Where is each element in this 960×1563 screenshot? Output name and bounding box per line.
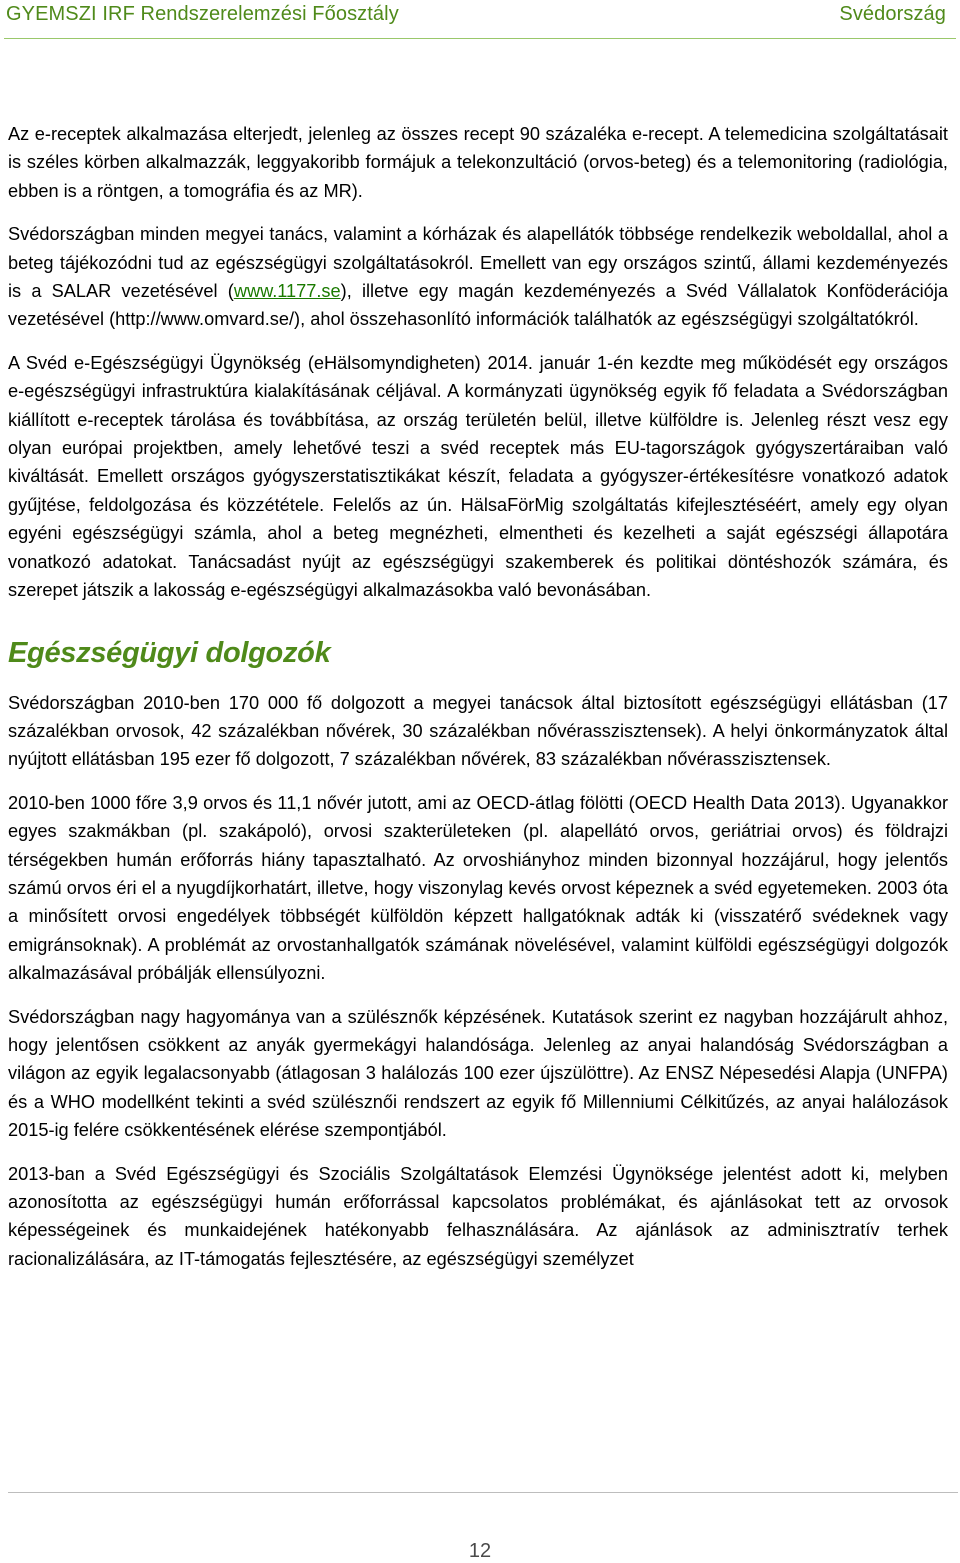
paragraph-jelentes-2013: 2013-ban a Svéd Egészségügyi és Szociális Szolgáltatások Elemzési Ügynöksége jelentést adott ki, melyben azonosította az egészségügyi humán erőforrással kapcsolatos problémákat, és ajánlásokat tett az orvosok képességeinek és munkaidejének hatékonyabb felhasználására. Az ajánlások az adminisztratív terhek racionalizálására, az IT-támogatás fejlesztésére, az egészségügyi személyzet: [8, 1163, 948, 1269]
header-divider: [4, 38, 956, 39]
paragraph-weboldalak: [8, 220, 948, 334]
page-header: [0, 0, 960, 40]
header-country: Svédország: [839, 3, 946, 25]
paragraph-ereceptek: Az e-receptek alkalmazása elterjedt, jelenleg az összes recept 90 százaléka e-recept. A telemedicina szolgáltatásait is széles körben alkalmazzák, leggyakoribb formájuk a telekonzultáció (orvos-beteg) és a telemonitoring (radiológia, ebben is a röntgen, a tomográfia és az MR).: [8, 124, 948, 201]
footer-divider: [8, 1492, 958, 1493]
paragraph-szulesznok: Svédországban nagy hagyománya van a szülésznők képzésének. Kutatások szerint ez nagyban hozzájárult ahhoz, hogy jelentősen csökkent az anyák gyermekágyi halandósága. Jelenleg az anyai halandóság Svédországban a világon az egyik legalacsonyabb (átlagosan 3 halálozás 100 ezer újszülöttre). Az ENSZ Népesedési Alapja (UNFPA) és a WHO modellként tekinti a svéd szülésznői rendszert az egyik fő Millenniumi Célkitűzés, az anyai halálozások 2015-ig felére csökkentésének elérése szempontjából.: [8, 1006, 948, 1141]
paragraph-text: ), illetve egy magán kezdeményezés a Svéd Vállalatok Konföderációja vezetésével (http://www.omvard.se/), ahol összehasonlító információk találhatók az egészségügyi szolgáltatókról.: [8, 281, 948, 330]
page-number: 12: [468, 1540, 492, 1562]
paragraph-text: Svédországban minden megyei tanács, valamint a kórházak és alapellátók többsége rendelkezik weboldallal, ahol a beteg tájékozódni tud az egészségügyi szolgáltatásokról. Emellett van egy országos szintű, állami kezdeményezés is a SALAR vezetésével (: [8, 224, 948, 302]
link-1177[interactable]: www.1177.se: [233, 281, 341, 302]
paragraph-dolgozok-2010: Svédországban 2010-ben 170 000 fő dolgozott a megyei tanácsok által biztosított egészségügyi ellátásban (17 százalékban orvosok, 42 százalékban nővérek, 30 százalékban nővérasszisztensek). A helyi önkormányzatok által nyújtott ellátásban 195 ezer fő dolgozott, 7 százalékban nővérek, 83 százalékban nővérasszisztensek.: [8, 692, 948, 770]
header-department: GYEMSZI IRF Rendszerelemzési Főosztály: [6, 3, 399, 25]
section-heading: Egészségügyi dolgozók: [8, 636, 331, 669]
document-body: [8, 120, 948, 1273]
paragraph-ehalsomyndigheten: A Svéd e-Egészségügyi Ügynökség (eHälsomyndigheten) 2014. január 1-én kezdte meg működését egy országos e-egészségügyi infrastruktúra kialakításának céljával. A kormányzati ügynökség egyik fő feladata a Svédországban kiállított e-receptek tárolása és továbbítása, az ország területén belül, illetve külföldre is. Jelenleg részt vesz egy olyan európai projektben, amely lehetővé teszi a svéd receptek más EU-tagországok gyógyszertáraiban való kiváltását. Emellett országos gyógyszerstatisztikákat készít, feladata a gyógyszer-értékesítésre vonatkozó adatok gyűjtése, feldolgozása és közzététele. Felelős az ún. HälsaFörMig szolgáltatás kifejlesztéséért, amely egy olyan egyéni egészségügyi számla, ahol a beteg megnézheti, elmentheti és kezelheti a saját egészségi állapotára vonatkozó adatokat. Tanácsadást nyújt az egészségügyi szakemberek és politikai döntéshozók számára, és szerepet játszik a lakosság e-egészségügyi alkalmazásokba való bevonásában.: [8, 352, 948, 601]
paragraph-orvoshiany: 2010-ben 1000 főre 3,9 orvos és 11,1 nővér jutott, ami az OECD-átlag fölötti (OECD Health Data 2013). Ugyanakkor egyes szakmákban (pl. szakápoló), orvosi szakterületeken (pl. alapellátó orvos, geriátriai orvos) és földrajzi térségekben humán erőforrás hiány tapasztalható. Az orvoshiányhoz minden bizonnyal hozzájárul, hogy jelentős számú orvos éri el a nyugdíjkorhatárt, illetve, hogy viszonylag kevés orvost képeznek a svéd egyetemeken. 2003 óta a minősített orvosi engedélyek többségét külföldön képzett hallgatóknak adták ki (visszatérő svédeknek vagy emigránsoknak). A problémát az orvostanhallgatók számának növelésével, valamint külföldi egészségügyi dolgozók alkalmazásával próbálják ellensúlyozni.: [8, 792, 948, 984]
